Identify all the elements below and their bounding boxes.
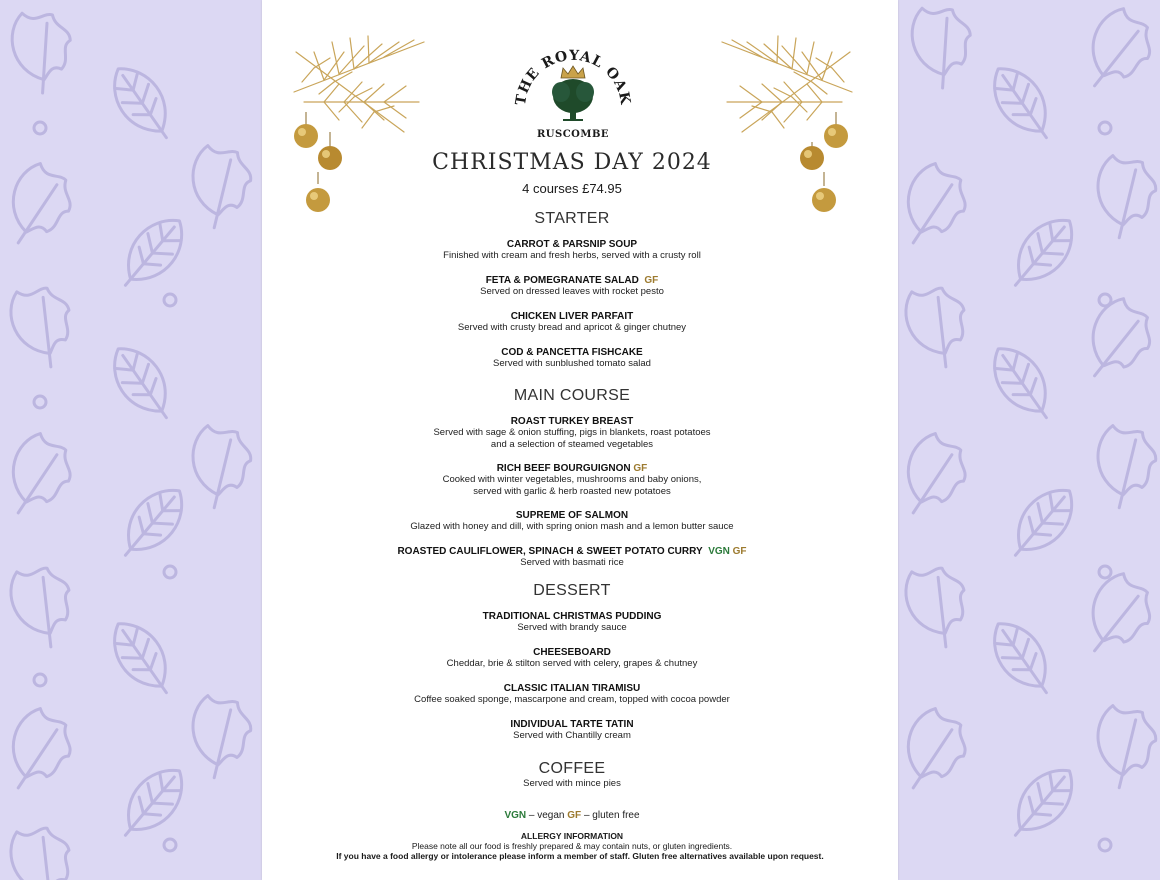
item-name: CARROT & PARSNIP SOUP bbox=[506, 239, 638, 250]
menu-item bbox=[262, 463, 882, 497]
allergy-line-2: If you have a food allergy or intolerance please inform a member of staff. Gluten free alternatives available upon request. bbox=[336, 851, 824, 861]
item-name: ROAST TURKEY BREAST bbox=[510, 416, 634, 427]
logo-location: RUSCOMBE bbox=[536, 129, 610, 140]
section-heading-dessert: DESSERT bbox=[533, 582, 611, 599]
vgn-badge: VGN bbox=[708, 546, 730, 557]
gf-badge: GF bbox=[633, 463, 648, 474]
item-desc: and a selection of steamed vegetables bbox=[490, 438, 654, 450]
menu-item bbox=[262, 647, 882, 670]
royal-oak-logo bbox=[505, 42, 641, 142]
section-heading-coffee: COFFEE bbox=[538, 760, 606, 777]
item-desc: Coffee soaked sponge, mascarpone and cream, topped with cocoa powder bbox=[414, 694, 730, 705]
item-name: COD & PANCETTA FISHCAKE bbox=[501, 347, 643, 358]
oak-tree-icon bbox=[552, 79, 594, 120]
item-desc: Cooked with winter vegetables, mushrooms and baby onions, bbox=[442, 474, 702, 485]
item-desc: Cheddar, brie & stilton served with celery, grapes & chutney bbox=[446, 658, 698, 669]
menu-item bbox=[262, 546, 882, 569]
item-desc: served with garlic & herb roasted new potatoes bbox=[473, 485, 671, 497]
item-desc: Finished with cream and fresh herbs, served with a crusty roll bbox=[443, 250, 701, 261]
menu-item bbox=[262, 275, 882, 298]
menu-item bbox=[262, 683, 882, 706]
item-desc: Glazed with honey and dill, with spring onion mash and a lemon butter sauce bbox=[410, 521, 734, 532]
item-name: SUPREME OF SALMON bbox=[515, 510, 629, 521]
item-desc: Served with crusty bread and apricot & ginger chutney bbox=[457, 322, 687, 333]
price-line: 4 courses £74.95 bbox=[522, 181, 622, 196]
crown-icon bbox=[561, 66, 585, 78]
menu-item bbox=[262, 347, 882, 370]
item-name: FETA & POMEGRANATE SALAD GF bbox=[485, 275, 659, 286]
item-name: RICH BEEF BOURGUIGNON GF bbox=[496, 463, 648, 474]
item-desc: Served with sage & onion stuffing, pigs in blankets, roast potatoes bbox=[433, 427, 711, 438]
coffee-desc: Served with mince pies bbox=[523, 778, 621, 789]
menu-item bbox=[262, 719, 882, 742]
menu-item bbox=[262, 611, 882, 634]
dietary-legend: VGN – vegan GF – gluten free bbox=[504, 810, 640, 821]
item-name: CHEESEBOARD bbox=[533, 647, 611, 658]
gf-badge: GF bbox=[732, 546, 747, 557]
allergy-title: ALLERGY INFORMATION bbox=[520, 831, 624, 841]
item-name: ROASTED CAULIFLOWER, SPINACH & SWEET POTATO CURRY VGN GF bbox=[397, 546, 747, 557]
item-desc: Served with basmati rice bbox=[520, 557, 624, 568]
section-heading-starter: STARTER bbox=[534, 210, 610, 227]
item-desc: Served with sunblushed tomato salad bbox=[493, 358, 651, 369]
item-name: CHICKEN LIVER PARFAIT bbox=[510, 311, 634, 322]
gf-badge: GF bbox=[567, 810, 582, 821]
item-desc: Served on dressed leaves with rocket pesto bbox=[480, 286, 664, 297]
item-name: CLASSIC ITALIAN TIRAMISU bbox=[503, 683, 641, 694]
gf-badge: GF bbox=[644, 275, 659, 286]
ornament-right-1 bbox=[824, 112, 848, 148]
menu-title: CHRISTMAS DAY 2024 bbox=[432, 150, 712, 175]
ornament-left-1 bbox=[294, 112, 318, 148]
allergy-line-1: Please note all our food is freshly prepared & may contain nuts, or gluten ingredients. bbox=[411, 841, 733, 851]
logo-name-arc: THE ROYAL OAK bbox=[512, 47, 634, 107]
menu-item bbox=[262, 510, 882, 533]
section-heading-main: MAIN COURSE bbox=[513, 387, 631, 404]
item-desc: Served with brandy sauce bbox=[517, 622, 627, 633]
vgn-badge: VGN bbox=[504, 810, 527, 821]
item-name: INDIVIDUAL TARTE TATIN bbox=[510, 719, 634, 730]
item-name: TRADITIONAL CHRISTMAS PUDDING bbox=[482, 611, 662, 622]
menu-item bbox=[262, 311, 882, 334]
menu-item bbox=[262, 416, 882, 450]
item-desc: Served with Chantilly cream bbox=[513, 730, 631, 741]
menu-item bbox=[262, 239, 882, 262]
